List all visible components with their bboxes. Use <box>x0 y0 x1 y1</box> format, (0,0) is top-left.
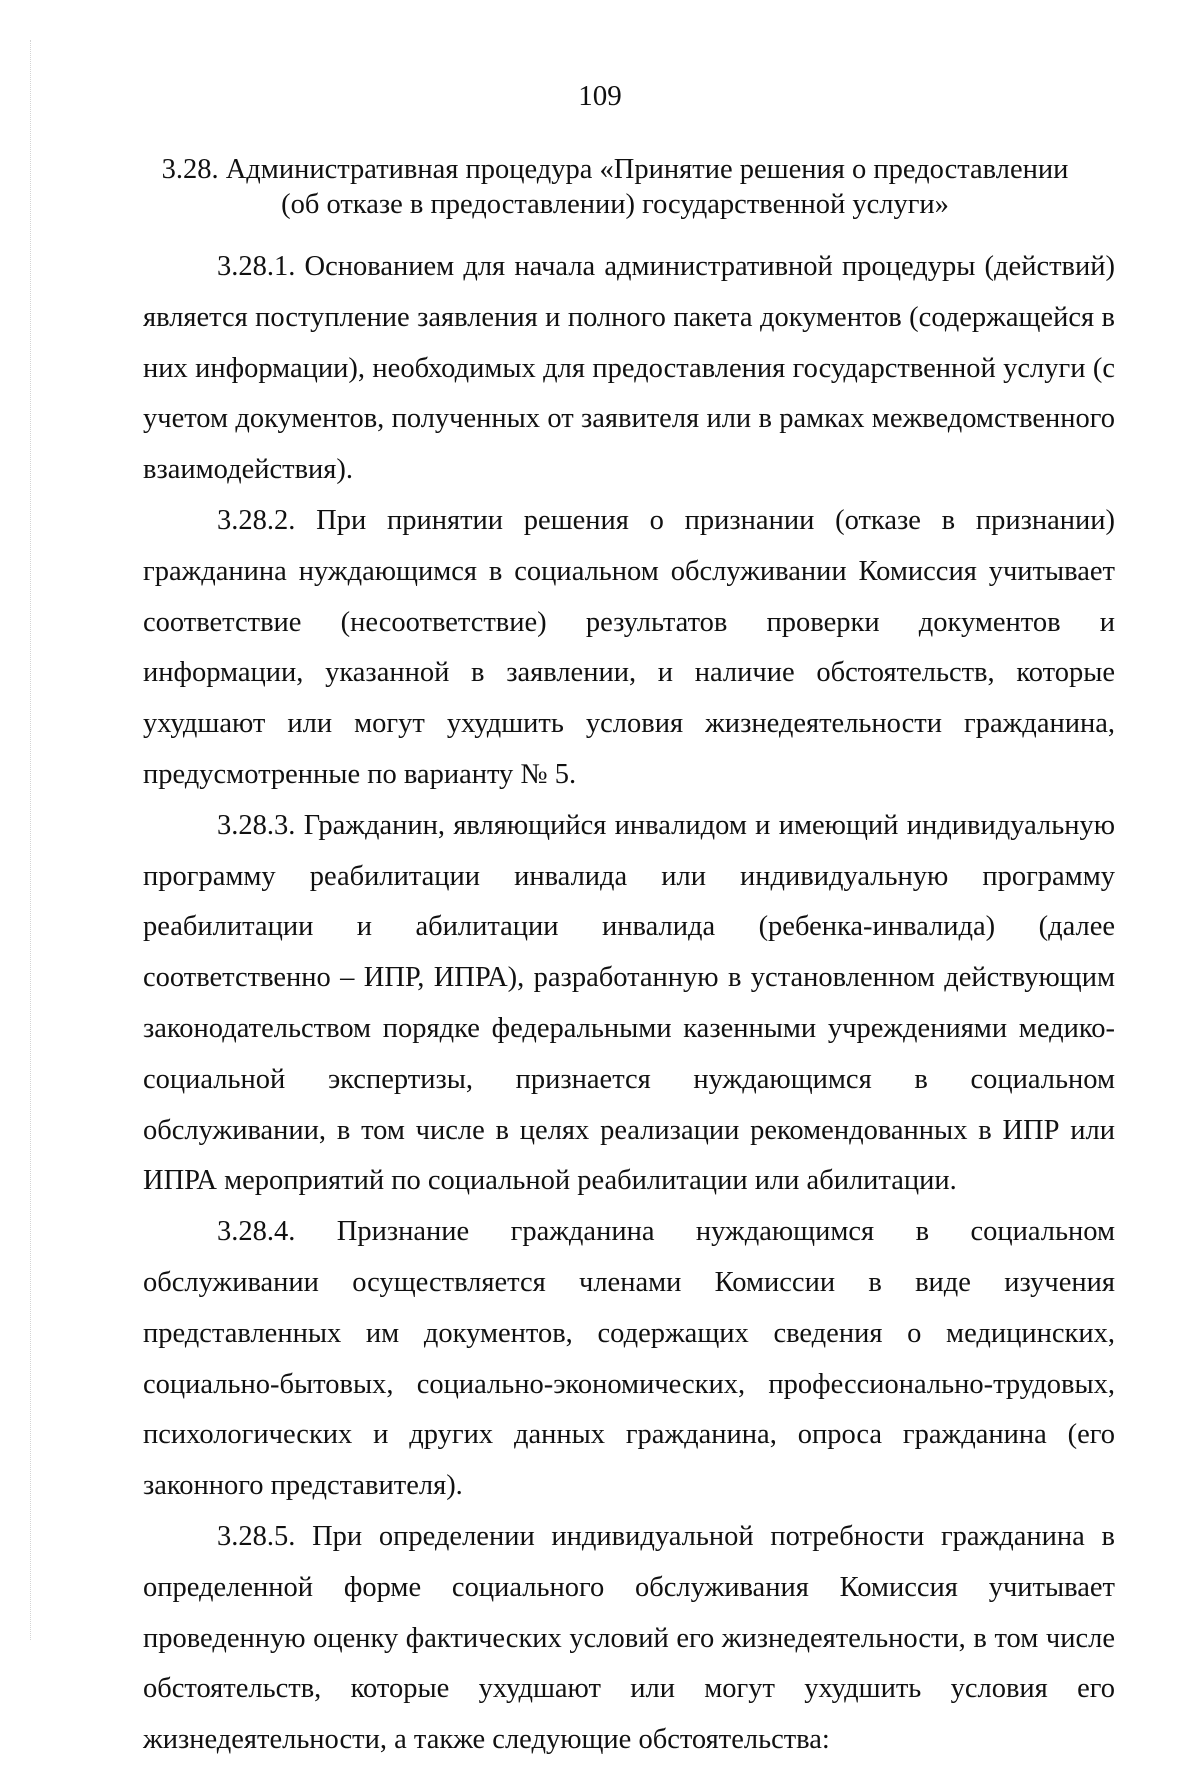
paragraph-3-28-3: 3.28.3. Гражданин, являющийся инвалидом и имеющий индивидуальную программу реабилитации инвалида или индивидуальную программу реабилитации и абилитации инвалида (ребенка-инвалида) (далее соответственно – ИПР, ИПРА), разработанную в установленном действующим законодательством порядке федеральными казенными учреждениями медико-социальной экспертизы, признается нуждающимся в социальном обслуживании, в том числе в целях реализации рекомендованных в ИПР или ИПРА мероприятий по социальной реабилитации или абилитации. <box>143 809 1115 1197</box>
paragraph-3-28-1: 3.28.1. Основанием для начала административной процедуры (действий) является поступление заявления и полного пакета документов (содержащейся в них информации), необходимых для предоставления государственной услуги (с учетом документов, полученных от заявителя или в рамках межведомственного взаимодействия). <box>143 251 1115 486</box>
section-heading-line-2: (об отказе в предоставлении) государственной услуги» <box>281 189 949 220</box>
section-heading <box>150 152 1080 222</box>
paragraph-3-28-5: 3.28.5. При определении индивидуальной потребности гражданина в определенной форме социального обслуживания Комиссия учитывает проведенную оценку фактических условий его жизнедеятельности, в том числе обстоятельств, которые ухудшают или могут ухудшить условия его жизнедеятельности, а также следующие обстоятельства: <box>143 1520 1115 1756</box>
page-number: 109 <box>578 80 622 112</box>
scan-edge-artifact <box>30 40 32 1640</box>
section-heading-line-1: 3.28. Административная процедура «Принятие решения о предоставлении <box>161 154 1069 185</box>
paragraph-3-28-2: 3.28.2. При принятии решения о признании (отказе в признании) гражданина нуждающимся в социальном обслуживании Комиссия учитывает соответствие (несоответствие) результатов проверки документов и информации, указанной в заявлении, и наличие обстоятельств, которые ухудшают или могут ухудшить условия жизнедеятельности гражданина, предусмотренные по варианту № 5. <box>143 504 1115 790</box>
document-body <box>143 242 1115 1766</box>
paragraph-3-28-4: 3.28.4. Признание гражданина нуждающимся в социальном обслуживании осуществляется членами Комиссии в виде изучения представленных им документов, содержащих сведения о медицинских, социально-бытовых, социально-экономических, профессионально-трудовых, психологических и других данных гражданина, опроса гражданина (его законного представителя). <box>143 1216 1115 1502</box>
